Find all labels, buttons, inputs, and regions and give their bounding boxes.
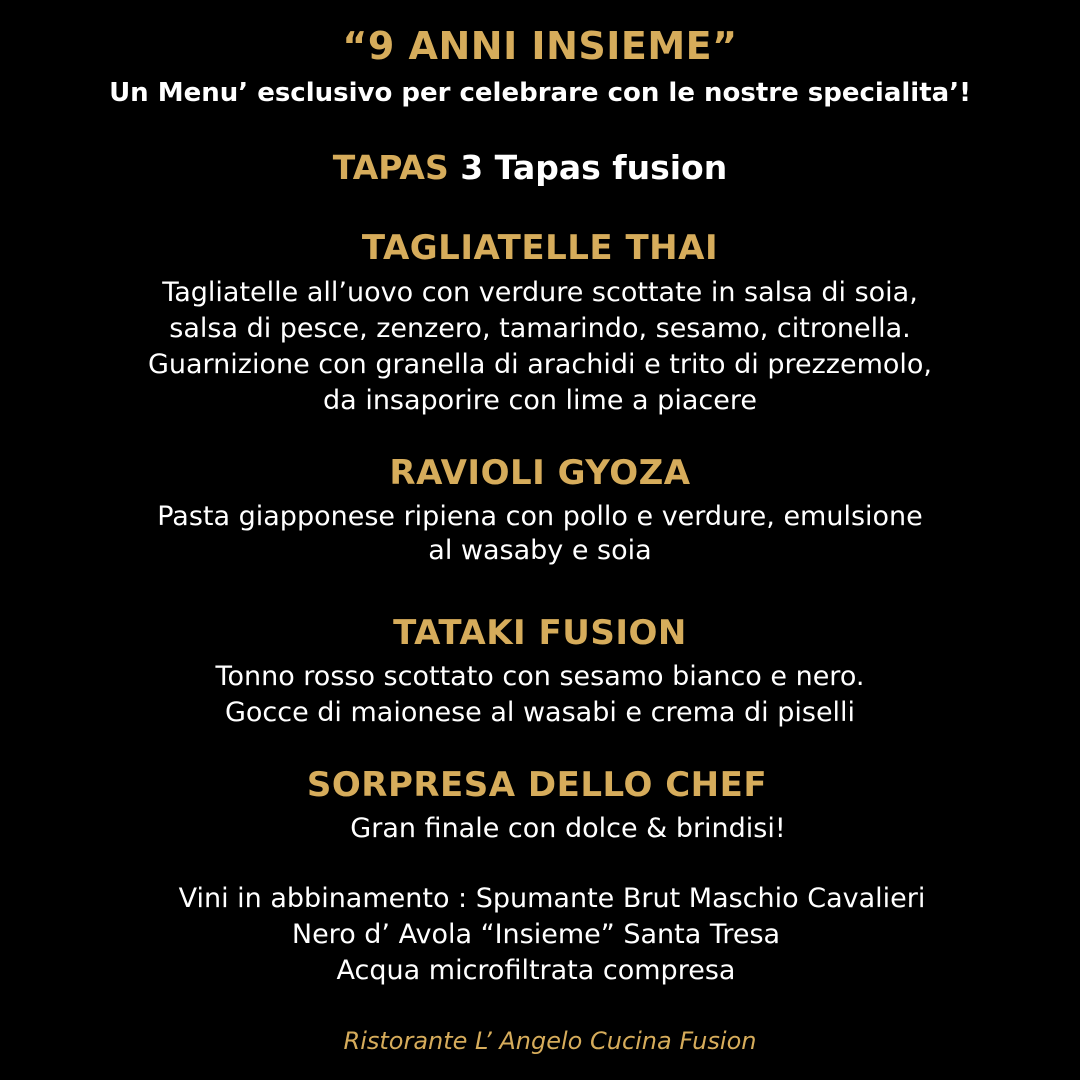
course-desc-line: salsa di pesce, zenzero, tamarindo, sesamo, citronella. — [169, 313, 911, 344]
menu-title: “9 ANNI INSIEME” — [342, 24, 738, 68]
course-desc-line: Gran finale con dolce & brindisi! — [350, 813, 786, 844]
course-desc-line: Gocce di maionese al wasabi e crema di piselli — [224, 697, 856, 728]
course-desc-line: da insaporire con lime a piacere — [323, 385, 757, 416]
course-desc-line: Pasta giapponese ripiena con pollo e verdure, emulsione — [157, 501, 923, 532]
course-title-ravioli: RAVIOLI GYOZA — [389, 453, 691, 493]
wine-pairing-line: Vini in abbinamento : Spumante Brut Maschio Cavalieri — [178, 883, 926, 914]
course-desc-line: al wasaby e soia — [428, 535, 652, 566]
course-desc-line: Tagliatelle all’uovo con verdure scottate in salsa di soia, — [162, 277, 918, 308]
wine-pairing-line: Nero d’ Avola “Insieme” Santa Tresa — [291, 919, 781, 950]
course-desc-line: Tonno rosso scottato con sesamo bianco e nero. — [215, 661, 865, 692]
wine-pairing-line: Acqua microfiltrata compresa — [336, 955, 736, 986]
tapas-label: TAPAS — [332, 148, 449, 187]
tapas-line — [0, 148, 1070, 187]
course-title-sorpresa: SORPRESA DELLO CHEF — [306, 765, 768, 805]
tapas-text: 3 Tapas fusion — [460, 148, 728, 187]
course-title-tataki: TATAKI FUSION — [393, 613, 687, 653]
course-desc-line: Guarnizione con granella di arachidi e trito di prezzemolo, — [147, 349, 933, 380]
restaurant-name: Ristorante L’ Angelo Cucina Fusion — [343, 1027, 757, 1055]
course-title-tagliatelle: TAGLIATELLE THAI — [361, 228, 719, 268]
menu-subtitle: Un Menu’ esclusivo per celebrare con le nostre specialita’! — [109, 78, 971, 108]
